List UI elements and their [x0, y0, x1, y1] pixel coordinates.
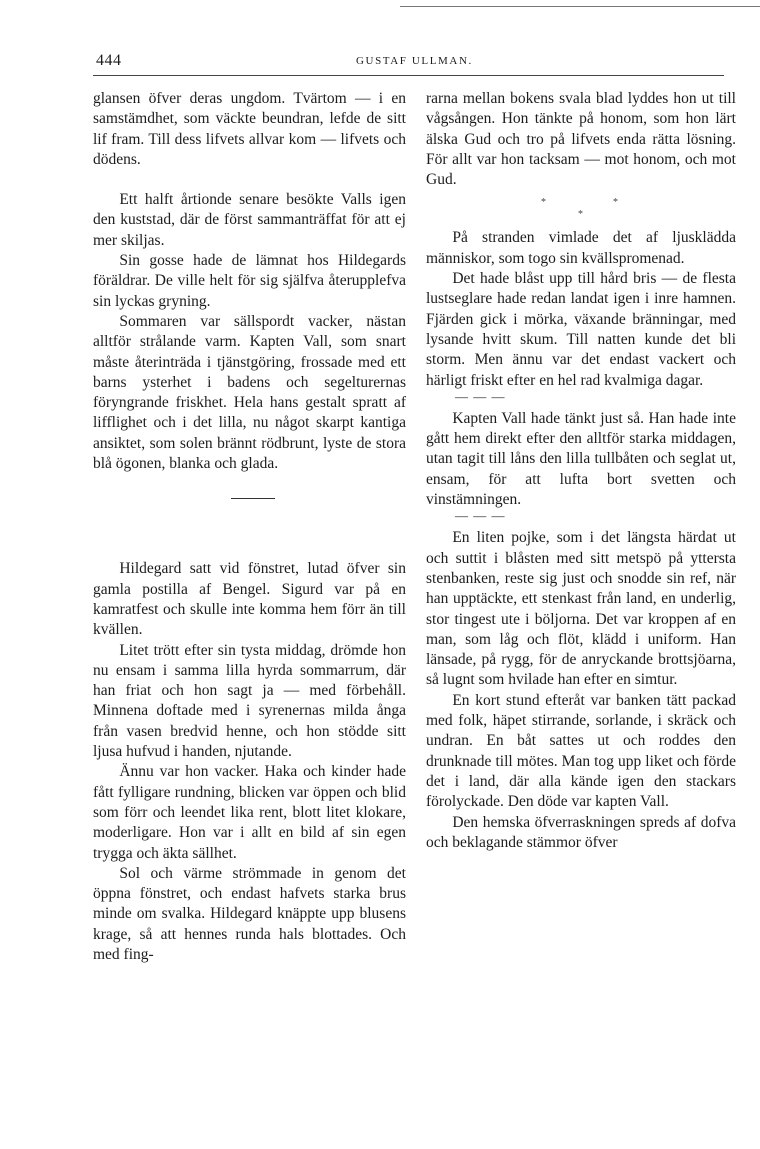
paragraph: Kapten Vall hade tänkt just så. Han hade inte gått hem direkt efter den alltför starka middagen, utan tagit till låns den lilla tullbåten och seglat ut, ensam, för att lufta bort svetten och vinstämningen. — [426, 409, 736, 509]
left-column — [93, 89, 406, 965]
dash-separator: — — — — [455, 388, 506, 404]
page-number: 444 — [96, 52, 122, 69]
paragraph: En kort stund efteråt var banken tätt packad med folk, häpet stirrande, sorlande, i skräck och undran. En båt sattes ut och roddes den drunknade till mötes. Man tog upp liket och förde det i land, där alla kände igen den stackars förolyckade. Den döde var kapten Vall. — [426, 691, 736, 811]
paragraph: Den hemska öfverraskningen spreds af dofva och beklagande stämmor öfver — [426, 813, 736, 851]
paragraph: rarna mellan bokens svala blad lyddes hon ut till vågsången. Hon tänkte på honom, som hon lärt älska Gud och tro på lifvets enda rätta lösning. För allt var hon tacksam — mot honom, och mot Gud. — [426, 90, 736, 189]
paragraph: Sin gosse hade de lämnat hos Hildegards föräldrar. De ville helt för sig själfva återupplefva sin lyckas gryning. — [93, 252, 406, 310]
asterism — [426, 192, 736, 228]
running-title: GUSTAF ULLMAN. — [356, 55, 473, 67]
dash-separator: — — — — [455, 508, 506, 524]
asterisk-icon: * — [578, 209, 583, 221]
paragraph: Hildegard satt vid fönstret, lutad öfver sin gamla postilla af Bengel. Sigurd var på en kamratfest och skulle inte komma hem förr än till kvällen. — [93, 560, 406, 639]
paragraph: Ännu var hon vacker. Haka och kinder hade fått fylligare rundning, blicken var öppen och blid som förr och leendet lika rent, blott litet klokare, moderligare. Hon var i allt en bild af sin egen trygga och äkta sällhet. — [93, 763, 406, 862]
paragraph: Ett halft årtionde senare besökte Valls igen den kuststad, där de först sammanträffat för att ej mer skiljas. — [93, 191, 406, 249]
paragraph: Sommaren var sällspordt vacker, nästan alltför strålande varm. Kapten Vall, som snart måste återinträda i tjänstgöring, frossade med ett barns ysterhet i badens och segelturernas föryngrande friskhet. Hela hans gestalt spratt af lifflighet och i det lilla, nu något skarpt kantiga ansiktet, som solen brännt rödbrunt, lyste de stora blå ögonen, blanka och glada. — [93, 312, 406, 473]
right-column — [426, 89, 736, 853]
paragraph: En liten pojke, som i det längsta härdat ut och suttit i blåsten med sitt metspö på yttersta stenbanken, reste sig just och snodde sin ref, när han upptäckte, ett stenkast från land, en underlig, stor tingest ute i böljorna. Det var kroppen af en man, som låg och flöt, klädd i uniform. Han länsade, på rygg, för de anryckande brottsjöarna, så lugnt som hvilade han efter en simtur. — [426, 529, 736, 689]
paragraph: På stranden vimlade det af ljusklädda människor, som togo sin kvällspromenad. — [426, 229, 736, 267]
header-rule — [93, 75, 724, 76]
section-rule — [231, 498, 275, 499]
asterisk-icon: * — [541, 197, 546, 209]
asterisk-icon: * — [613, 197, 618, 209]
paragraph: glansen öfver deras ungdom. Tvärtom — i en samstämdhet, som väckte beundran, lefde de sitt lif fram. Till dess lifvets allvar kom — lifvets och dödens. — [93, 90, 406, 168]
top-edge-rule — [400, 6, 760, 7]
paragraph: Det hade blåst upp till hård bris — de flesta lustseglare hade redan landat igen i inre hamnen. Fjärden gick i mörka, växande bränningar, med lysande hvitt skum. Till natten kunde det bli storm. Men ännu var det endast vackert och härligt friskt efter en hel rad kvalmiga dagar. — [426, 270, 736, 389]
paragraph: Sol och värme strömmade in genom det öppna fönstret, och endast hafvets starka brus minde om svalka. Hildegard knäppte upp blusens krage, så att hennes runda hals blottades. Och med fing- — [93, 864, 406, 963]
paragraph: Litet trött efter sin tysta middag, drömde hon nu ensam i samma lilla hyrda sommarrum, där han friat och hon sagt ja — med förbehåll. Minnena doftade med i syrenernas milda ånga från vasen bredvid henne, och hon stödde sitt ljusa hufvud i handen, njutande. — [93, 641, 406, 761]
